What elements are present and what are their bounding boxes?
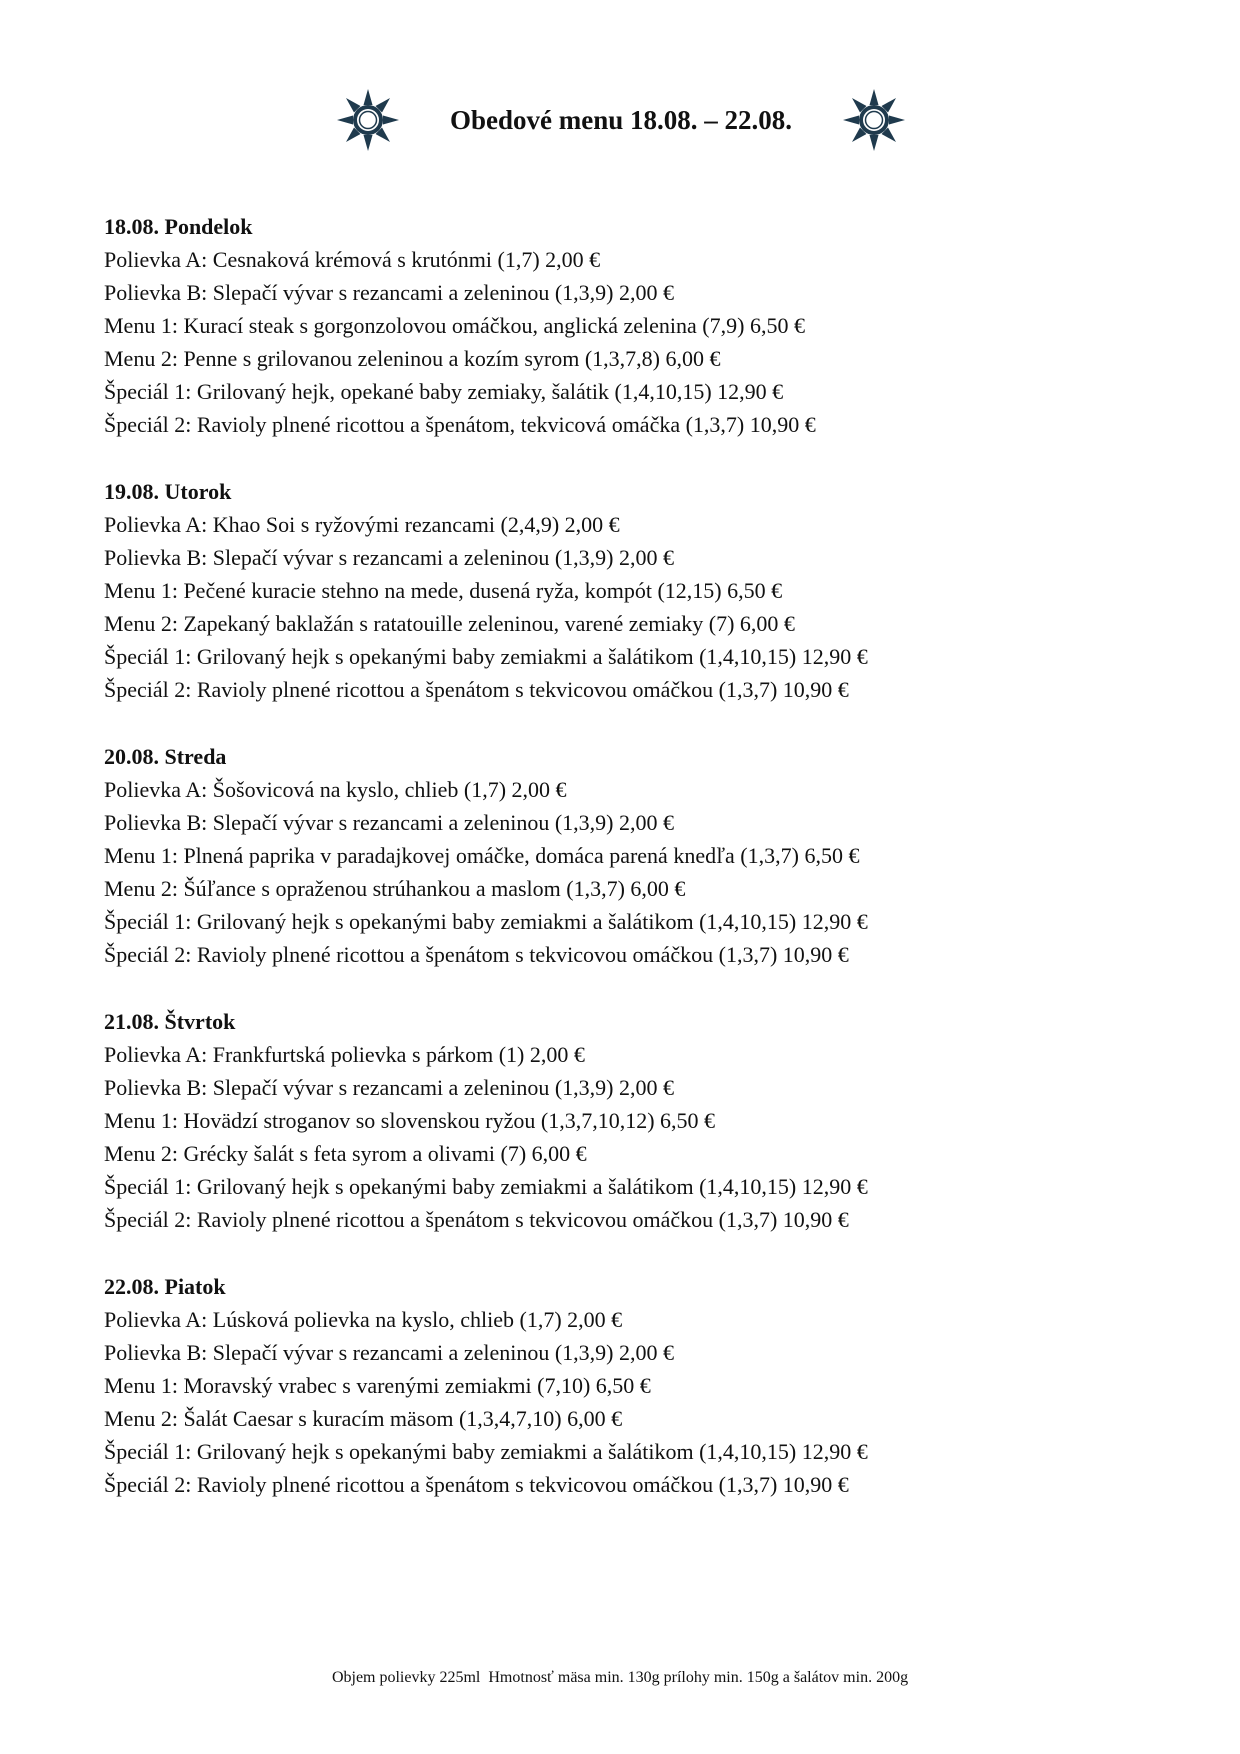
sun-star-icon [842, 88, 906, 152]
menu-item: Menu 2: Penne s grilovanou zeleninou a kozím syrom (1,3,7,8) 6,00 € [104, 346, 721, 371]
menu-item: Špeciál 1: Grilovaný hejk s opekanými baby zemiakmi a šalátikom (1,4,10,15) 12,90 € [104, 909, 868, 934]
day-section [104, 210, 1144, 475]
menu-item: Polievka A: Cesnaková krémová s krutónmi (1,7) 2,00 € [104, 247, 601, 272]
menu-item: Špeciál 2: Ravioly plnené ricottou a špenátom s tekvicovou omáčkou (1,3,7) 10,90 € [104, 942, 849, 967]
day-heading: 20.08. Streda [104, 744, 227, 769]
menu-days [104, 210, 1144, 1535]
day-heading: 19.08. Utorok [104, 479, 232, 504]
day-heading: 22.08. Piatok [104, 1274, 226, 1299]
menu-item: Špeciál 1: Grilovaný hejk s opekanými baby zemiakmi a šalátikom (1,4,10,15) 12,90 € [104, 1439, 868, 1464]
menu-item: Menu 1: Pečené kuracie stehno na mede, dusená ryža, kompót (12,15) 6,50 € [104, 578, 783, 603]
menu-item: Polievka B: Slepačí vývar s rezancami a zeleninou (1,3,9) 2,00 € [104, 545, 674, 570]
menu-item: Špeciál 2: Ravioly plnené ricottou a špenátom s tekvicovou omáčkou (1,3,7) 10,90 € [104, 1207, 849, 1232]
menu-header [0, 88, 1240, 152]
menu-item: Špeciál 1: Grilovaný hejk s opekanými baby zemiakmi a šalátikom (1,4,10,15) 12,90 € [104, 644, 868, 669]
menu-item: Menu 2: Grécky šalát s feta syrom a olivami (7) 6,00 € [104, 1141, 587, 1166]
menu-item: Polievka A: Lúsková polievka na kyslo, chlieb (1,7) 2,00 € [104, 1307, 623, 1332]
menu-item: Špeciál 2: Ravioly plnené ricottou a špenátom s tekvicovou omáčkou (1,3,7) 10,90 € [104, 677, 849, 702]
sun-star-icon-graphic [336, 88, 400, 152]
menu-item: Polievka A: Frankfurtská polievka s párkom (1) 2,00 € [104, 1042, 585, 1067]
day-section [104, 1270, 1144, 1535]
portion-note: Objem polievky 225ml Hmotnosť mäsa min. 130g prílohy min. 150g a šalátov min. 200g [331, 1669, 909, 1686]
menu-title: Obedové menu 18.08. – 22.08. [449, 105, 792, 135]
menu-item: Menu 1: Plnená paprika v paradajkovej omáčke, domáca parená knedľa (1,3,7) 6,50 € [104, 843, 860, 868]
menu-item: Menu 2: Šalát Caesar s kuracím mäsom (1,3,4,7,10) 6,00 € [104, 1406, 623, 1431]
menu-item: Polievka A: Šošovicová na kyslo, chlieb (1,7) 2,00 € [104, 777, 567, 802]
menu-item: Špeciál 2: Ravioly plnené ricottou a špenátom s tekvicovou omáčkou (1,3,7) 10,90 € [104, 1472, 849, 1497]
menu-item: Menu 2: Šúľance s opraženou strúhankou a maslom (1,3,7) 6,00 € [104, 876, 686, 901]
sun-star-icon-graphic [842, 88, 906, 152]
menu-item: Špeciál 2: Ravioly plnené ricottou a špenátom, tekvicová omáčka (1,3,7) 10,90 € [104, 412, 816, 437]
menu-item: Polievka B: Slepačí vývar s rezancami a zeleninou (1,3,9) 2,00 € [104, 1075, 674, 1100]
menu-item: Polievka B: Slepačí vývar s rezancami a zeleninou (1,3,9) 2,00 € [104, 810, 674, 835]
day-section [104, 740, 1144, 1005]
menu-item: Menu 1: Kurací steak s gorgonzolovou omáčkou, anglická zelenina (7,9) 6,50 € [104, 313, 805, 338]
menu-item: Špeciál 1: Grilovaný hejk s opekanými baby zemiakmi a šalátikom (1,4,10,15) 12,90 € [104, 1174, 868, 1199]
menu-item: Menu 2: Zapekaný baklažán s ratatouille zeleninou, varené zemiaky (7) 6,00 € [104, 611, 795, 636]
menu-item: Polievka B: Slepačí vývar s rezancami a zeleninou (1,3,9) 2,00 € [104, 1340, 674, 1365]
sun-star-icon [336, 88, 400, 152]
day-heading: 21.08. Štvrtok [104, 1009, 236, 1034]
menu-item: Menu 1: Moravský vrabec s varenými zemiakmi (7,10) 6,50 € [104, 1373, 651, 1398]
day-heading: 18.08. Pondelok [104, 214, 253, 239]
day-section [104, 1005, 1144, 1270]
menu-item: Menu 1: Hovädzí stroganov so slovenskou ryžou (1,3,7,10,12) 6,50 € [104, 1108, 716, 1133]
day-section [104, 475, 1144, 740]
menu-item: Polievka B: Slepačí vývar s rezancami a zeleninou (1,3,9) 2,00 € [104, 280, 674, 305]
menu-item: Polievka A: Khao Soi s ryžovými rezancami (2,4,9) 2,00 € [104, 512, 620, 537]
menu-item: Špeciál 1: Grilovaný hejk, opekané baby zemiaky, šalátik (1,4,10,15) 12,90 € [104, 379, 784, 404]
